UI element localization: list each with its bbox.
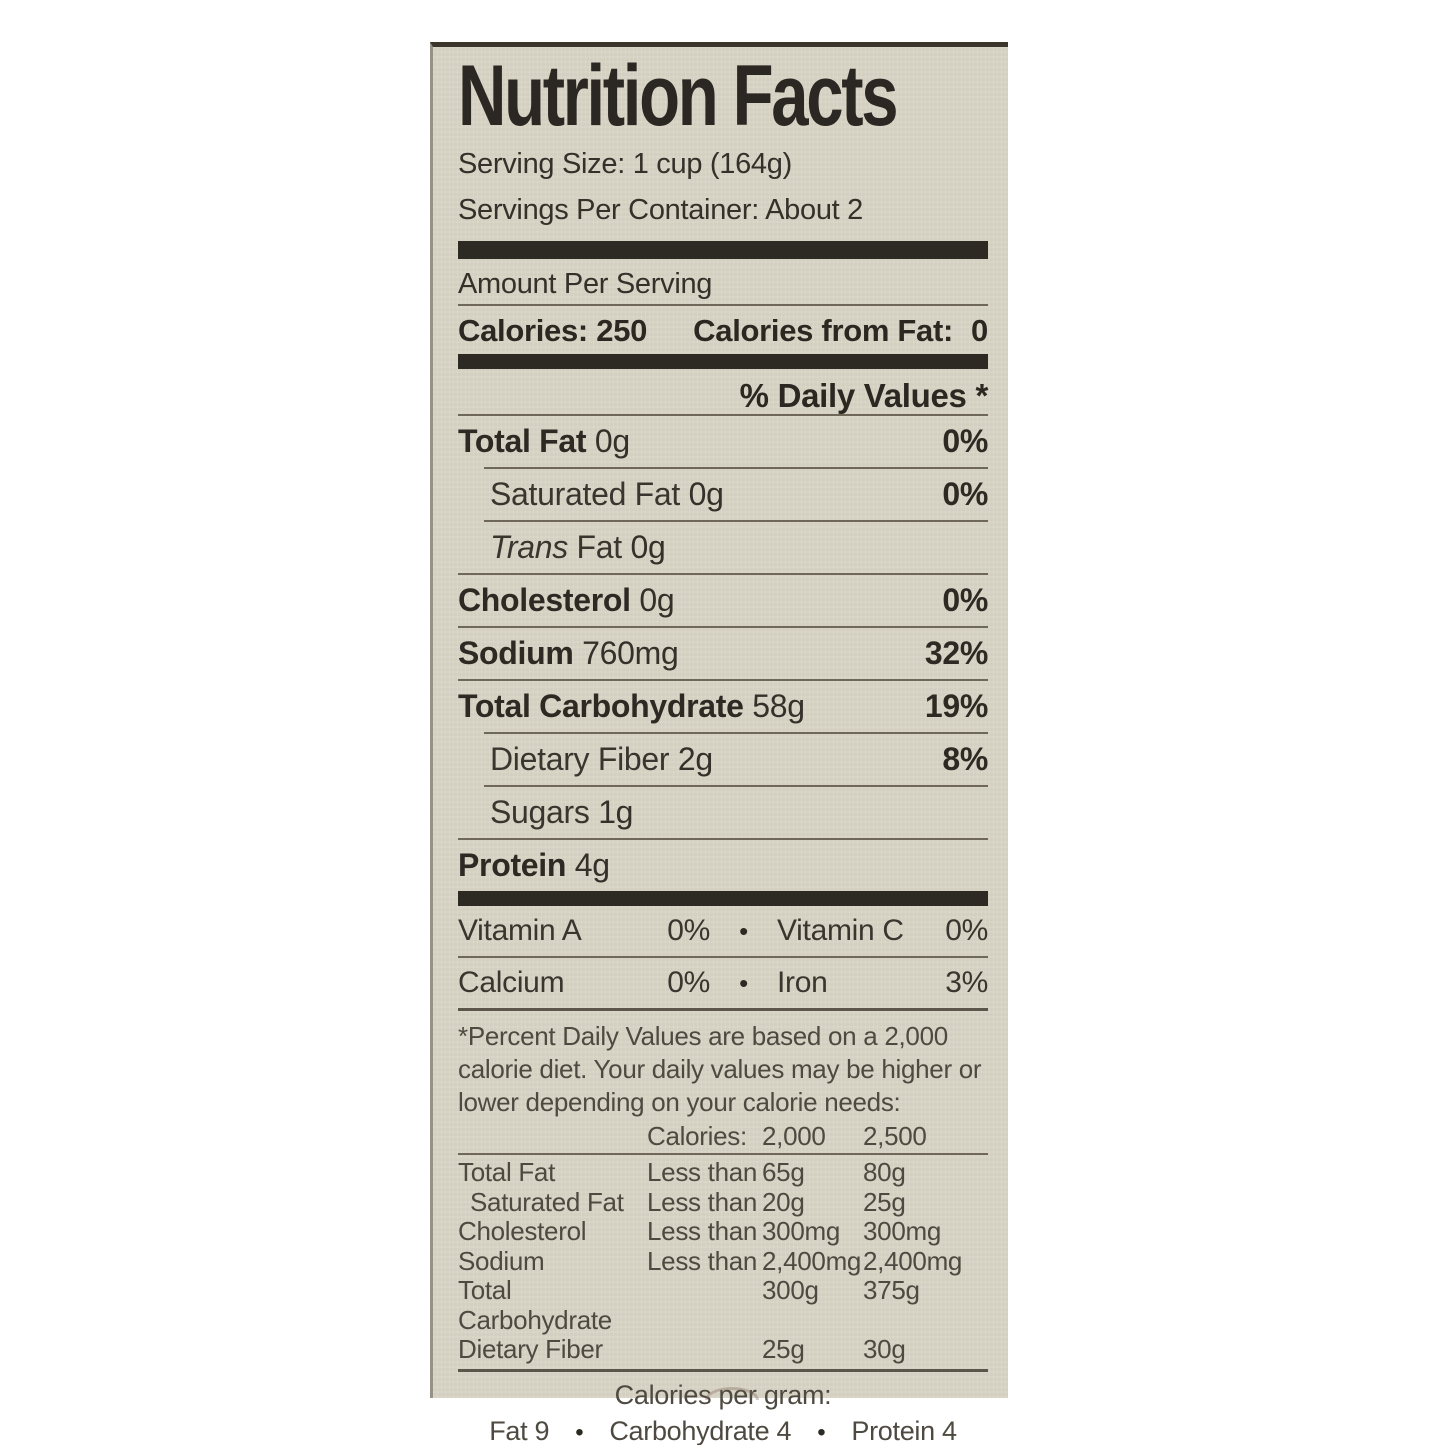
calories-from-fat-label: Calories from Fat: (693, 313, 954, 348)
nutrient-row-trans-fat (458, 522, 988, 573)
nutrient-dv: 0% (942, 423, 988, 459)
nutrient-dv: 0% (942, 582, 988, 618)
dv-cell: Saturated Fat (470, 1186, 624, 1217)
table-row (458, 1158, 988, 1188)
nutrient-name-amount: Trans Fat 0g (490, 529, 666, 565)
nutrient-row-saturated-fat (458, 469, 988, 520)
servings-per-container: Servings Per Container: About 2 (458, 194, 863, 226)
thick-divider-calories (458, 354, 988, 369)
footnote-line: lower depending on your calorie needs: (458, 1087, 901, 1117)
dv-cell: 375g (863, 1275, 920, 1305)
dv-cell: 25g (863, 1186, 906, 1217)
vitamin-row-calcium-iron (458, 958, 988, 1008)
nutrient-dv: 8% (942, 741, 988, 777)
dv-cell: Cholesterol (458, 1216, 587, 1246)
dv-cell: Total Fat (458, 1157, 556, 1187)
dv-cell: 300mg (762, 1216, 840, 1246)
daily-values-table (458, 1121, 988, 1372)
dv-cell: 2,400mg (863, 1245, 963, 1276)
divider (458, 1008, 988, 1011)
nutrient-dv: 19% (924, 688, 988, 724)
vitamin-name: Iron (777, 966, 828, 999)
dv-cell: 300mg (863, 1216, 941, 1246)
divider (458, 1153, 988, 1155)
nutrient-row-protein (458, 840, 988, 891)
nutrient-name-amount: Saturated Fat 0g (490, 476, 724, 512)
calories-per-gram-heading: Calories per gram: (614, 1379, 832, 1410)
daily-values-header: % Daily Values * (739, 377, 988, 414)
vitamin-name: Calcium (458, 966, 565, 999)
dv-cell (647, 1335, 762, 1365)
nutrient-row-cholesterol (458, 575, 988, 626)
cpg-item-carbohydrate: Carbohydrate 4 (609, 1415, 792, 1445)
label-title: Nutrition Facts (458, 48, 897, 144)
cpg-item-protein: Protein 4 (851, 1415, 957, 1445)
bullet-icon: • (739, 915, 748, 946)
calories-from-fat (693, 313, 988, 349)
footnote-line: calorie diet. Your daily values may be higher or (458, 1054, 982, 1084)
serving-size: Serving Size: 1 cup (164g) (458, 148, 792, 180)
calories-row (458, 306, 988, 350)
dv-header-cell (458, 1121, 647, 1151)
dv-cell: Less than (647, 1216, 758, 1246)
dv-cell: 25g (762, 1334, 805, 1364)
thick-divider-vitamins (458, 891, 988, 906)
calories-per-gram-items (458, 1416, 988, 1445)
nutrient-dv: 0% (942, 476, 988, 512)
table-row (458, 1247, 988, 1277)
nutrient-name-amount: Cholesterol 0g (458, 582, 675, 618)
dv-cell: 20g (762, 1186, 805, 1217)
nutrient-name-amount: Protein 4g (458, 847, 610, 883)
cpg-item-fat: Fat 9 (489, 1415, 550, 1445)
nutrient-name-amount: Total Carbohydrate 58g (458, 688, 805, 724)
nutrient-row-sodium (458, 628, 988, 679)
dv-cell: Total Carbohydrate (458, 1275, 612, 1335)
label-title-wrap (458, 48, 988, 144)
nutrient-row-dietary-fiber (458, 734, 988, 785)
bullet-icon: • (739, 967, 748, 998)
nutrient-row-sugars (458, 787, 988, 838)
vitamin-name: Vitamin C (777, 914, 904, 947)
vitamin-value: 3% (945, 966, 988, 999)
dv-cell: Less than (647, 1157, 758, 1187)
nutrition-facts-label (430, 42, 1008, 1445)
nutrient-dv: 32% (924, 635, 988, 671)
bullet-icon: • (575, 1418, 584, 1445)
dv-header-cell: 2,500 (863, 1121, 927, 1151)
nutrient-name-amount: Sodium 760mg (458, 635, 679, 671)
vitamin-name: Vitamin A (458, 914, 582, 947)
table-row (458, 1276, 988, 1335)
nutrient-row-total-fat (458, 416, 988, 467)
dv-cell: Sodium (458, 1245, 545, 1276)
dv-header-cell: Calories: (647, 1121, 747, 1151)
daily-values-footnote (458, 1020, 988, 1119)
divider (458, 1369, 988, 1372)
vitamin-value: 0% (667, 914, 710, 947)
nutrient-name-amount: Total Fat 0g (458, 423, 630, 459)
dv-cell: Dietary Fiber (458, 1334, 603, 1364)
calories-from-fat-value: 0 (971, 313, 988, 348)
nutrient-name-amount: Dietary Fiber 2g (490, 741, 713, 777)
vitamin-value: 0% (945, 914, 988, 947)
dv-cell: Less than (647, 1186, 758, 1217)
dv-cell: 2,400mg (762, 1245, 862, 1276)
amount-per-serving: Amount Per Serving (458, 268, 713, 300)
dv-cell (647, 1276, 762, 1335)
table-row (458, 1188, 988, 1218)
table-row (458, 1335, 988, 1365)
dv-header-cell: 2,000 (762, 1121, 826, 1151)
dv-cell: 30g (863, 1334, 906, 1364)
dv-table-header (458, 1121, 988, 1151)
dv-cell: 80g (863, 1157, 906, 1187)
vitamin-row-a-c (458, 906, 988, 956)
bullet-icon: • (817, 1418, 826, 1445)
footnote-line: *Percent Daily Values are based on a 2,000 (458, 1021, 948, 1051)
dv-cell: 65g (762, 1157, 805, 1187)
vitamin-value: 0% (667, 966, 710, 999)
dv-cell: 300g (762, 1275, 819, 1305)
nutrient-row-total-carbohydrate (458, 681, 988, 732)
nutrient-name-amount: Sugars 1g (490, 794, 634, 830)
calories-value: Calories: 250 (458, 313, 648, 348)
table-row (458, 1217, 988, 1247)
dv-cell: Less than (647, 1245, 758, 1276)
thick-divider-top (458, 241, 988, 259)
